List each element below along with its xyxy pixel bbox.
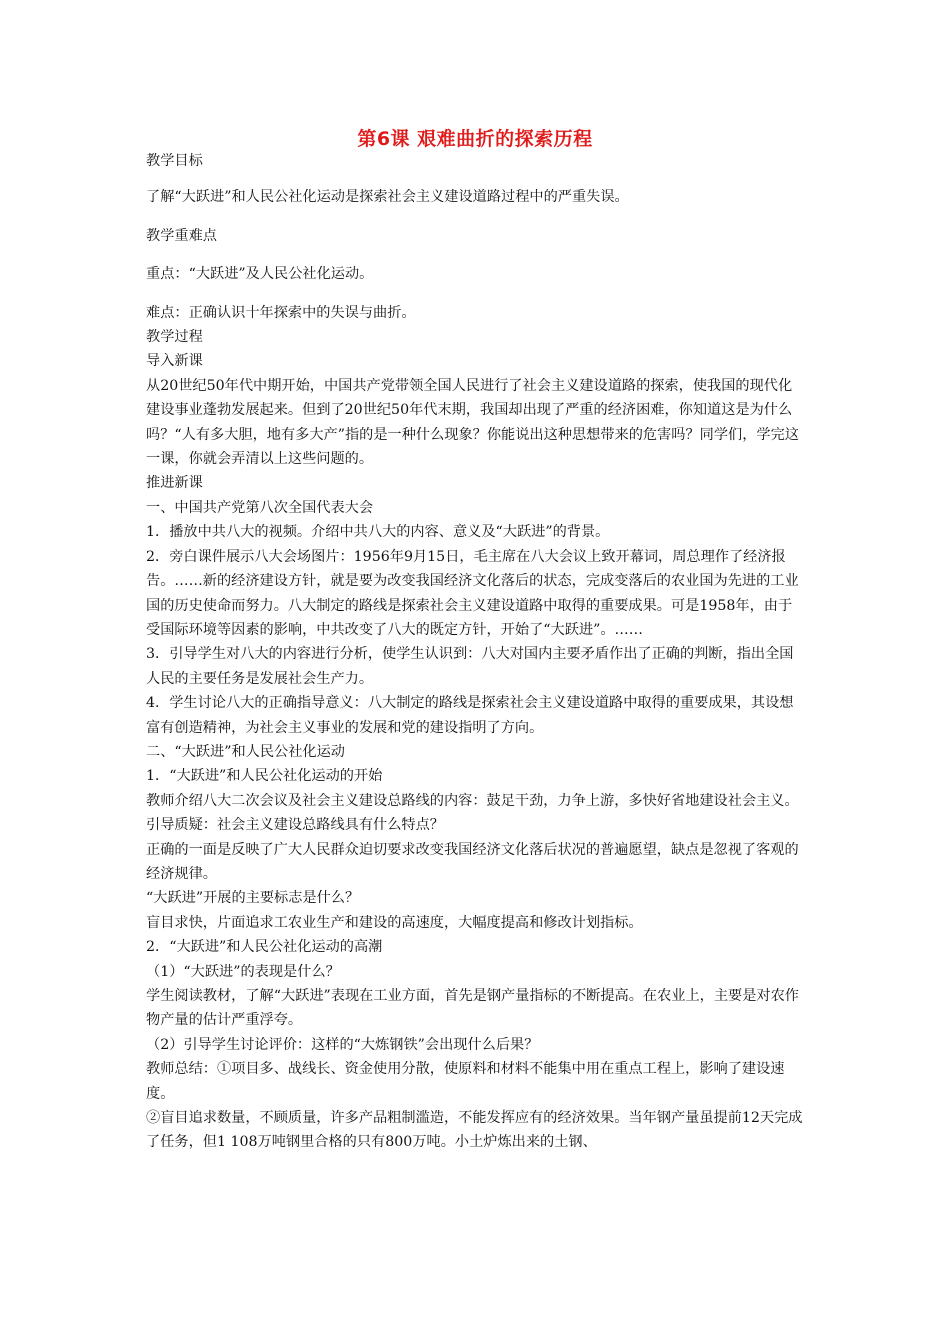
heading-intro: 导入新课 [146, 353, 203, 370]
paragraph: 正确的一面是反映了广大人民群众迫切要求改变我国经济文化落后状况的普遍愿望，缺点是忽视了客观的经济规律。 [146, 841, 799, 882]
heading-teaching-process: 教学过程 [146, 329, 203, 346]
document-body [146, 149, 806, 1155]
question: （1）“大跃进”的表现是什么？ [146, 963, 340, 980]
section-heading-1: 一、中国共产党第八次全国代表大会 [146, 499, 374, 516]
heading-teaching-goals: 教学目标 [146, 153, 203, 169]
section-heading-2: 二、“大跃进”和人民公社化运动 [146, 743, 345, 760]
list-item: 2．旁白课件展示八大会场图片：1956年9月15日，毛主席在八大会议上致开幕词，周总理作了经济报告。……新的经济建设方针，就是要为改变我国经济文化落后的状态，完成变落后的农业国为先进的工业国的历史使命而努力。八大制定的路线是探索社会主义建设道路中取得的重要成果。可是1958年，由于受国际环境等因素的影响，中共改变了八大的既定方针，开始了“大跃进”。…… [146, 548, 799, 638]
heading-new-lesson: 推进新课 [146, 475, 203, 492]
paragraph: 教师总结：①项目多、战线长、资金使用分散，使原料和材料不能集中用在重点工程上，影响了建设速度。 [146, 1061, 785, 1102]
paragraph: 教师介绍八大二次会议及社会主义建设总路线的内容：鼓足干劲，力争上游，多快好省地建设社会主义。 [146, 792, 799, 809]
question: 引导质疑：社会主义建设总路线具有什么特点？ [146, 817, 444, 834]
paragraph: 盲目求快，片面追求工农业生产和建设的高速度，大幅度提高和修改计划指标。 [146, 914, 643, 931]
list-item: 3．引导学生对八大的内容进行分析，使学生认识到：八大对国内主要矛盾作出了正确的判断，指出全国人民的主要任务是发展社会生产力。 [146, 646, 794, 687]
heading-key-points: 教学重难点 [146, 227, 217, 244]
subsection-heading: 1．“大跃进”和人民公社化运动的开始 [146, 768, 383, 785]
list-item: 4．学生讨论八大的正确指导意义：八大制定的路线是探索社会主义建设道路中取得的重要成果，其设想富有创造精神，为社会主义事业的发展和党的建设指明了方向。 [146, 695, 794, 736]
question: “大跃进”开展的主要标志是什么？ [146, 890, 360, 907]
paragraph-intro: 从20世纪50年代中期开始，中国共产党带领全国人民进行了社会主义建设道路的探索，使我国的现代化建设事业蓬勃发展起来。但到了20世纪50年代末期，我国却出现了严重的经济困难，你知道这是为什么吗？“人有多大胆，地有多大产”指的是一种什么现象？你能说出这种思想带来的危害吗？同学们，学完这一课，你就会弄清以上这些问题的。 [146, 377, 799, 468]
list-item: 1．播放中共八大的视频。介绍中共八大的内容、意义及“大跃进”的背景。 [146, 524, 610, 541]
question: （2）引导学生讨论评价：这样的“大炼钢铁”会出现什么后果？ [146, 1036, 539, 1053]
paragraph-difficulty: 难点：正确认识十年探索中的失误与曲折。 [146, 304, 416, 321]
paragraph: ②盲目追求数量，不顾质量，许多产品粗制滥造，不能发挥应有的经济效果。当年钢产量虽提前12天完成了任务，但1 108万吨钢里合格的只有800万吨。小土炉炼出来的土钢、 [146, 1110, 803, 1151]
paragraph-goal: 了解“大跃进”和人民公社化运动是探索社会主义建设道路过程中的严重失误。 [146, 189, 629, 206]
subsection-heading: 2．“大跃进”和人民公社化运动的高潮 [146, 939, 383, 956]
paragraph-key-point: 重点：“大跃进”及人民公社化运动。 [146, 266, 374, 283]
paragraph: 学生阅读教材，了解“大跃进”表现在工业方面，首先是钢产量指标的不断提高。在农业上，主要是对农作物产量的估计严重浮夸。 [146, 988, 799, 1029]
document-title: 第6课 艰难曲折的探索历程 [357, 128, 593, 150]
